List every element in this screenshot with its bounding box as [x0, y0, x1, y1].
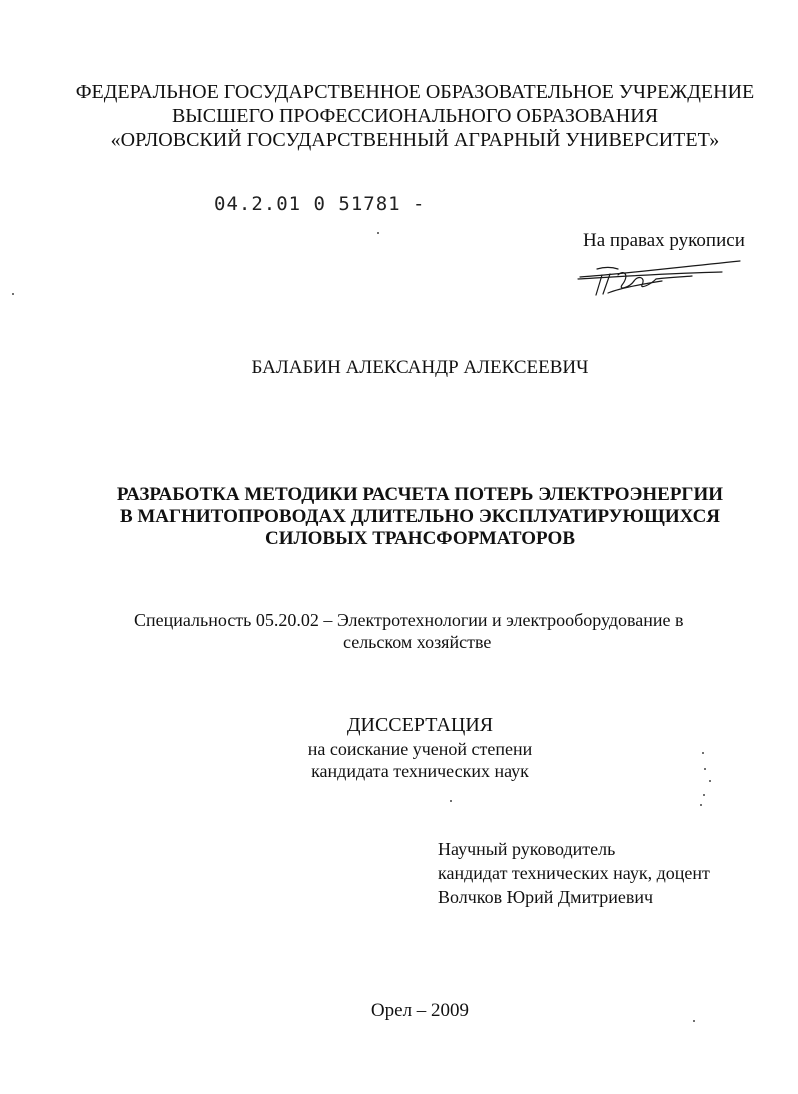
supervisor-block: [438, 837, 710, 909]
scan-speck: [693, 1020, 695, 1022]
specialty-line-1: Специальность 05.20.02 – Электротехнологии и электрооборудование в: [134, 610, 684, 630]
institution-line-2: ВЫСШЕГО ПРОФЕССИОНАЛЬНОГО ОБРАЗОВАНИЯ: [171, 105, 659, 127]
title-line-3: СИЛОВЫХ ТРАНСФОРМАТОРОВ: [264, 528, 575, 549]
institution-line-3: «ОРЛОВСКИЙ ГОСУДАРСТВЕННЫЙ АГРАРНЫЙ УНИВЕРСИТЕТ»: [110, 129, 720, 151]
specialty-line-2: сельском хозяйстве: [343, 632, 492, 652]
specialty: [134, 609, 774, 653]
supervisor-name: Волчков Юрий Дмитриевич: [438, 887, 654, 907]
author-name: БАЛАБИН АЛЕКСАНДР АЛЕКСЕЕВИЧ: [251, 357, 589, 378]
institution-header: [0, 80, 798, 152]
scan-speck: [702, 752, 704, 754]
signature-icon: [572, 255, 748, 300]
scan-speck: [704, 768, 706, 770]
degree-block: [0, 712, 798, 782]
degree-line-2: кандидата технических наук: [311, 761, 529, 781]
institution-line-1: ФЕДЕРАЛЬНОЕ ГОСУДАРСТВЕННОЕ ОБРАЗОВАТЕЛЬНОЕ УЧРЕЖДЕНИЕ: [75, 81, 755, 103]
scan-speck: [700, 804, 702, 806]
scan-speck: [450, 800, 452, 802]
registration-number: 04.2.01 0 51781 -: [214, 193, 426, 215]
supervisor-role: Научный руководитель: [438, 839, 616, 859]
scan-speck: [703, 794, 705, 796]
manuscript-note: На правах рукописи: [583, 230, 745, 251]
title-line-2: В МАГНИТОПРОВОДАХ ДЛИТЕЛЬНО ЭКСПЛУАТИРУЮЩИХСЯ: [119, 506, 721, 527]
scan-speck: [709, 780, 711, 782]
dissertation-title: [0, 484, 798, 550]
title-line-1: РАЗРАБОТКА МЕТОДИКИ РАСЧЕТА ПОТЕРЬ ЭЛЕКТРОЭНЕРГИИ: [116, 484, 724, 505]
supervisor-rank: кандидат технических наук, доцент: [438, 863, 710, 883]
place-year: Орел – 2009: [370, 1000, 470, 1021]
scan-speck: [377, 232, 379, 234]
degree-line-1: на соискание ученой степени: [307, 739, 533, 759]
degree-heading: ДИССЕРТАЦИЯ: [346, 714, 494, 736]
scan-speck: [12, 293, 14, 295]
